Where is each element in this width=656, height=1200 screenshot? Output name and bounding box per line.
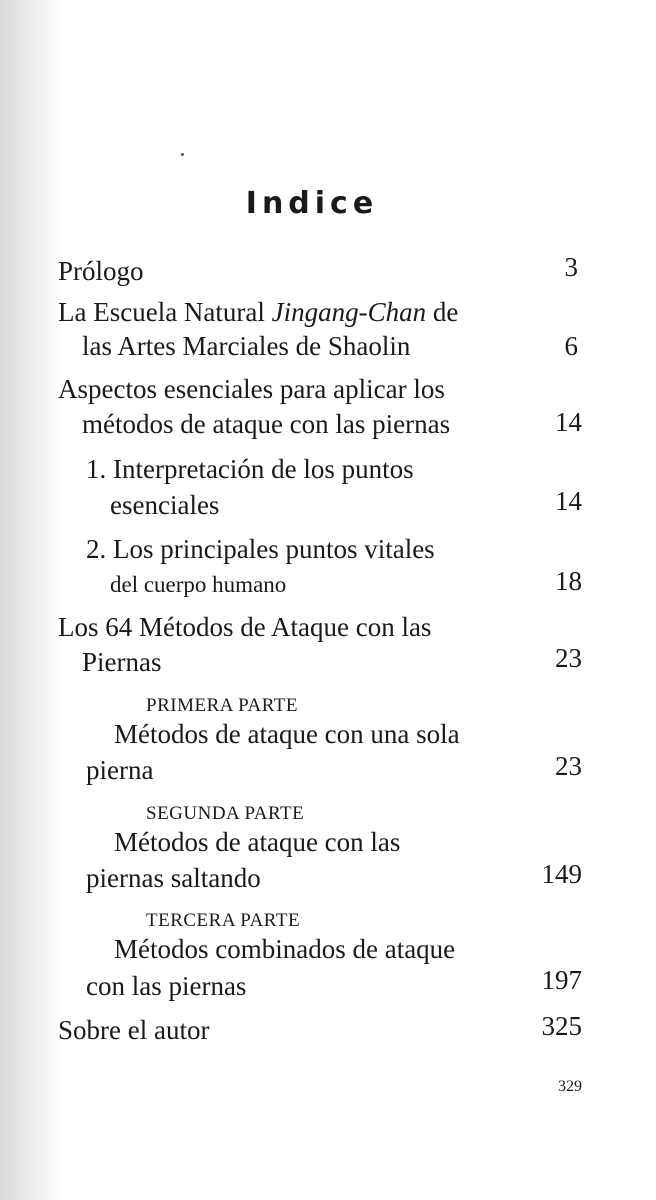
ink-speck (181, 153, 184, 156)
toc-page-aspectos: 14 (555, 407, 582, 437)
toc-entry-primera-line2: pierna (86, 755, 154, 785)
toc-entry-segunda-line1: Métodos de ataque con las (114, 827, 401, 857)
toc-entry-sobre-el-autor: Sobre el autor (58, 1015, 210, 1045)
toc-page-prologo: 3 (564, 252, 578, 282)
toc-entry-interpretacion-line1: 1. Interpretación de los puntos (86, 454, 414, 484)
toc-entry-interpretacion-line2: esenciales (110, 490, 220, 520)
toc-page-primera: 23 (555, 751, 582, 781)
toc-page-tercera: 197 (541, 965, 582, 995)
toc-entry-64-metodos-line2: Piernas (82, 647, 162, 677)
toc-page-puntos-vitales: 18 (555, 566, 582, 596)
toc-entry-escuela-pre: La Escuela Natural (58, 297, 272, 327)
page-gutter-shadow (0, 0, 62, 1200)
page-number: 329 (558, 1078, 582, 1095)
toc-entry-escuela-post: de (426, 297, 459, 327)
toc-entry-escuela-line2: las Artes Marciales de Shaolin (82, 331, 411, 361)
toc-page-escuela: 6 (564, 331, 578, 361)
toc-entry-escuela-italic: Jingang-Chan (271, 297, 427, 327)
toc-part-label-tercera: TERCERA PARTE (146, 910, 301, 931)
toc-entry-segunda-line2: piernas saltando (86, 863, 261, 893)
toc-page-segunda: 149 (541, 859, 582, 889)
toc-part-label-segunda: SEGUNDA PARTE (146, 803, 305, 824)
toc-page-sobre-el-autor: 325 (541, 1011, 582, 1041)
toc-page-interpretacion: 14 (555, 486, 582, 516)
toc-entry-prologo: Prólogo (58, 256, 144, 286)
toc-entry-tercera-line1: Métodos combinados de ataque (114, 934, 456, 964)
toc-entry-primera-line1: Métodos de ataque con una sola (114, 719, 460, 749)
toc-entry-aspectos-line1: Aspectos esenciales para aplicar los (58, 374, 445, 404)
page-title: Indice (245, 186, 379, 221)
toc-entry-tercera-line2: con las piernas (86, 971, 247, 1001)
toc-page-64-metodos: 23 (555, 643, 582, 673)
toc-entry-aspectos-line2: métodos de ataque con las piernas (82, 409, 451, 439)
toc-entry-puntos-vitales-line1: 2. Los principales puntos vitales (86, 534, 435, 564)
toc-entry-64-metodos-line1: Los 64 Métodos de Ataque con las (58, 612, 432, 642)
toc-entry-puntos-vitales-line2: del cuerpo humano (110, 572, 287, 597)
toc-entry-escuela-line1 (58, 295, 458, 329)
toc-part-label-primera: PRIMERA PARTE (146, 695, 298, 716)
